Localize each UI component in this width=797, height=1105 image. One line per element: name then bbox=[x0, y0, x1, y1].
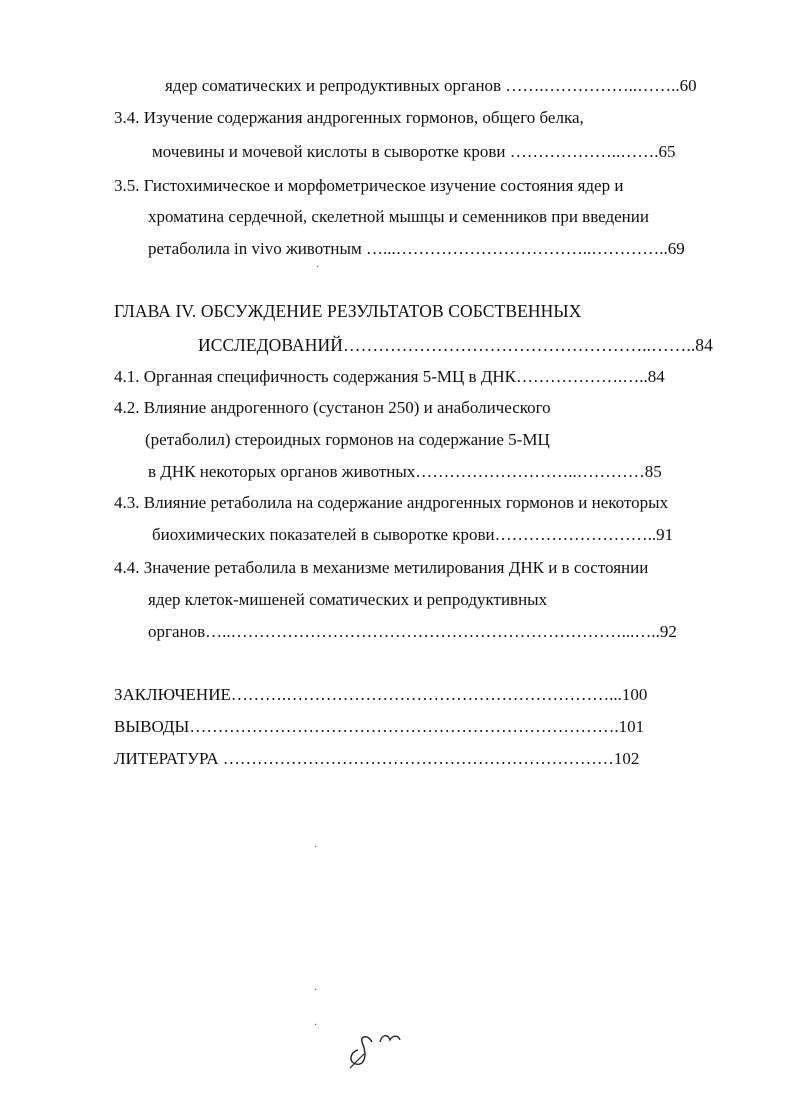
toc-line-sec4-2: 4.2. Влияние андрогенного (сустанон 250) и анаболического bbox=[114, 398, 551, 417]
scan-speck: · bbox=[316, 262, 320, 273]
toc-line-sec3-4: 3.4. Изучение содержания андрогенных гормонов, общего белка, bbox=[114, 108, 584, 127]
toc-line-sec4-3: 4.3. Влияние ретаболила на содержание андрогенных гормонов и некоторых bbox=[114, 493, 669, 512]
toc-line-sec3-5-cont1: хроматина сердечной, скелетной мышцы и семенников при введении bbox=[148, 207, 649, 226]
toc-line-sec4-2-cont1: (ретаболил) стероидных гормонов на содержание 5-МЦ bbox=[145, 430, 550, 449]
toc-line-sec4-2-cont2: в ДНК некоторых органов животных………………………..…………85 bbox=[148, 462, 662, 481]
toc-findings: ВЫВОДЫ………………………………………………………………….101 bbox=[114, 717, 645, 736]
scan-speck: · bbox=[314, 985, 318, 996]
toc-conclusion: ЗАКЛЮЧЕНИЕ……….…………………………………………………...100 bbox=[114, 685, 648, 704]
toc-line-sec4-3-cont: биохимических показателей в сыворотке крови………………………..91 bbox=[152, 525, 674, 544]
toc-line-sec3-5: 3.5. Гистохимическое и морфометрическое изучение состояния ядер и bbox=[114, 176, 624, 195]
toc-chapter4-title: ГЛАВА IV. ОБСУЖДЕНИЕ РЕЗУЛЬТАТОВ СОБСТВЕННЫХ bbox=[114, 301, 582, 321]
toc-line-sec3-3-cont: ядер соматических и репродуктивных органов …….……………..……..60 bbox=[165, 76, 697, 95]
toc-line-sec4-4: 4.4. Значение ретаболила в механизме метилирования ДНК и в состоянии bbox=[114, 558, 649, 577]
toc-line-sec4-4-cont2: органов…..……………………………………………………………...…..92 bbox=[148, 622, 677, 641]
toc-line-sec3-5-cont2: ретаболила in vivo животным …...……………………………..…………..69 bbox=[148, 239, 685, 258]
toc-line-sec4-4-cont1: ядер клеток-мишеней соматических и репродуктивных bbox=[148, 590, 548, 609]
toc-line-sec4-1: 4.1. Органная специфичность содержания 5-МЦ в ДНК……………….…..84 bbox=[114, 367, 665, 386]
toc-literature: ЛИТЕРАТУРА ……………………………………………………………102 bbox=[114, 749, 640, 768]
toc-line-sec3-4-cont: мочевины и мочевой кислоты в сыворотке крови ………………..…….65 bbox=[152, 142, 676, 161]
toc-chapter4-title-cont: ИССЛЕДОВАНИЙ……………………………………………..……..84 bbox=[198, 335, 714, 355]
handwritten-page-mark bbox=[338, 1022, 418, 1072]
scan-speck: · bbox=[314, 842, 318, 853]
scan-speck: · bbox=[314, 1020, 318, 1031]
